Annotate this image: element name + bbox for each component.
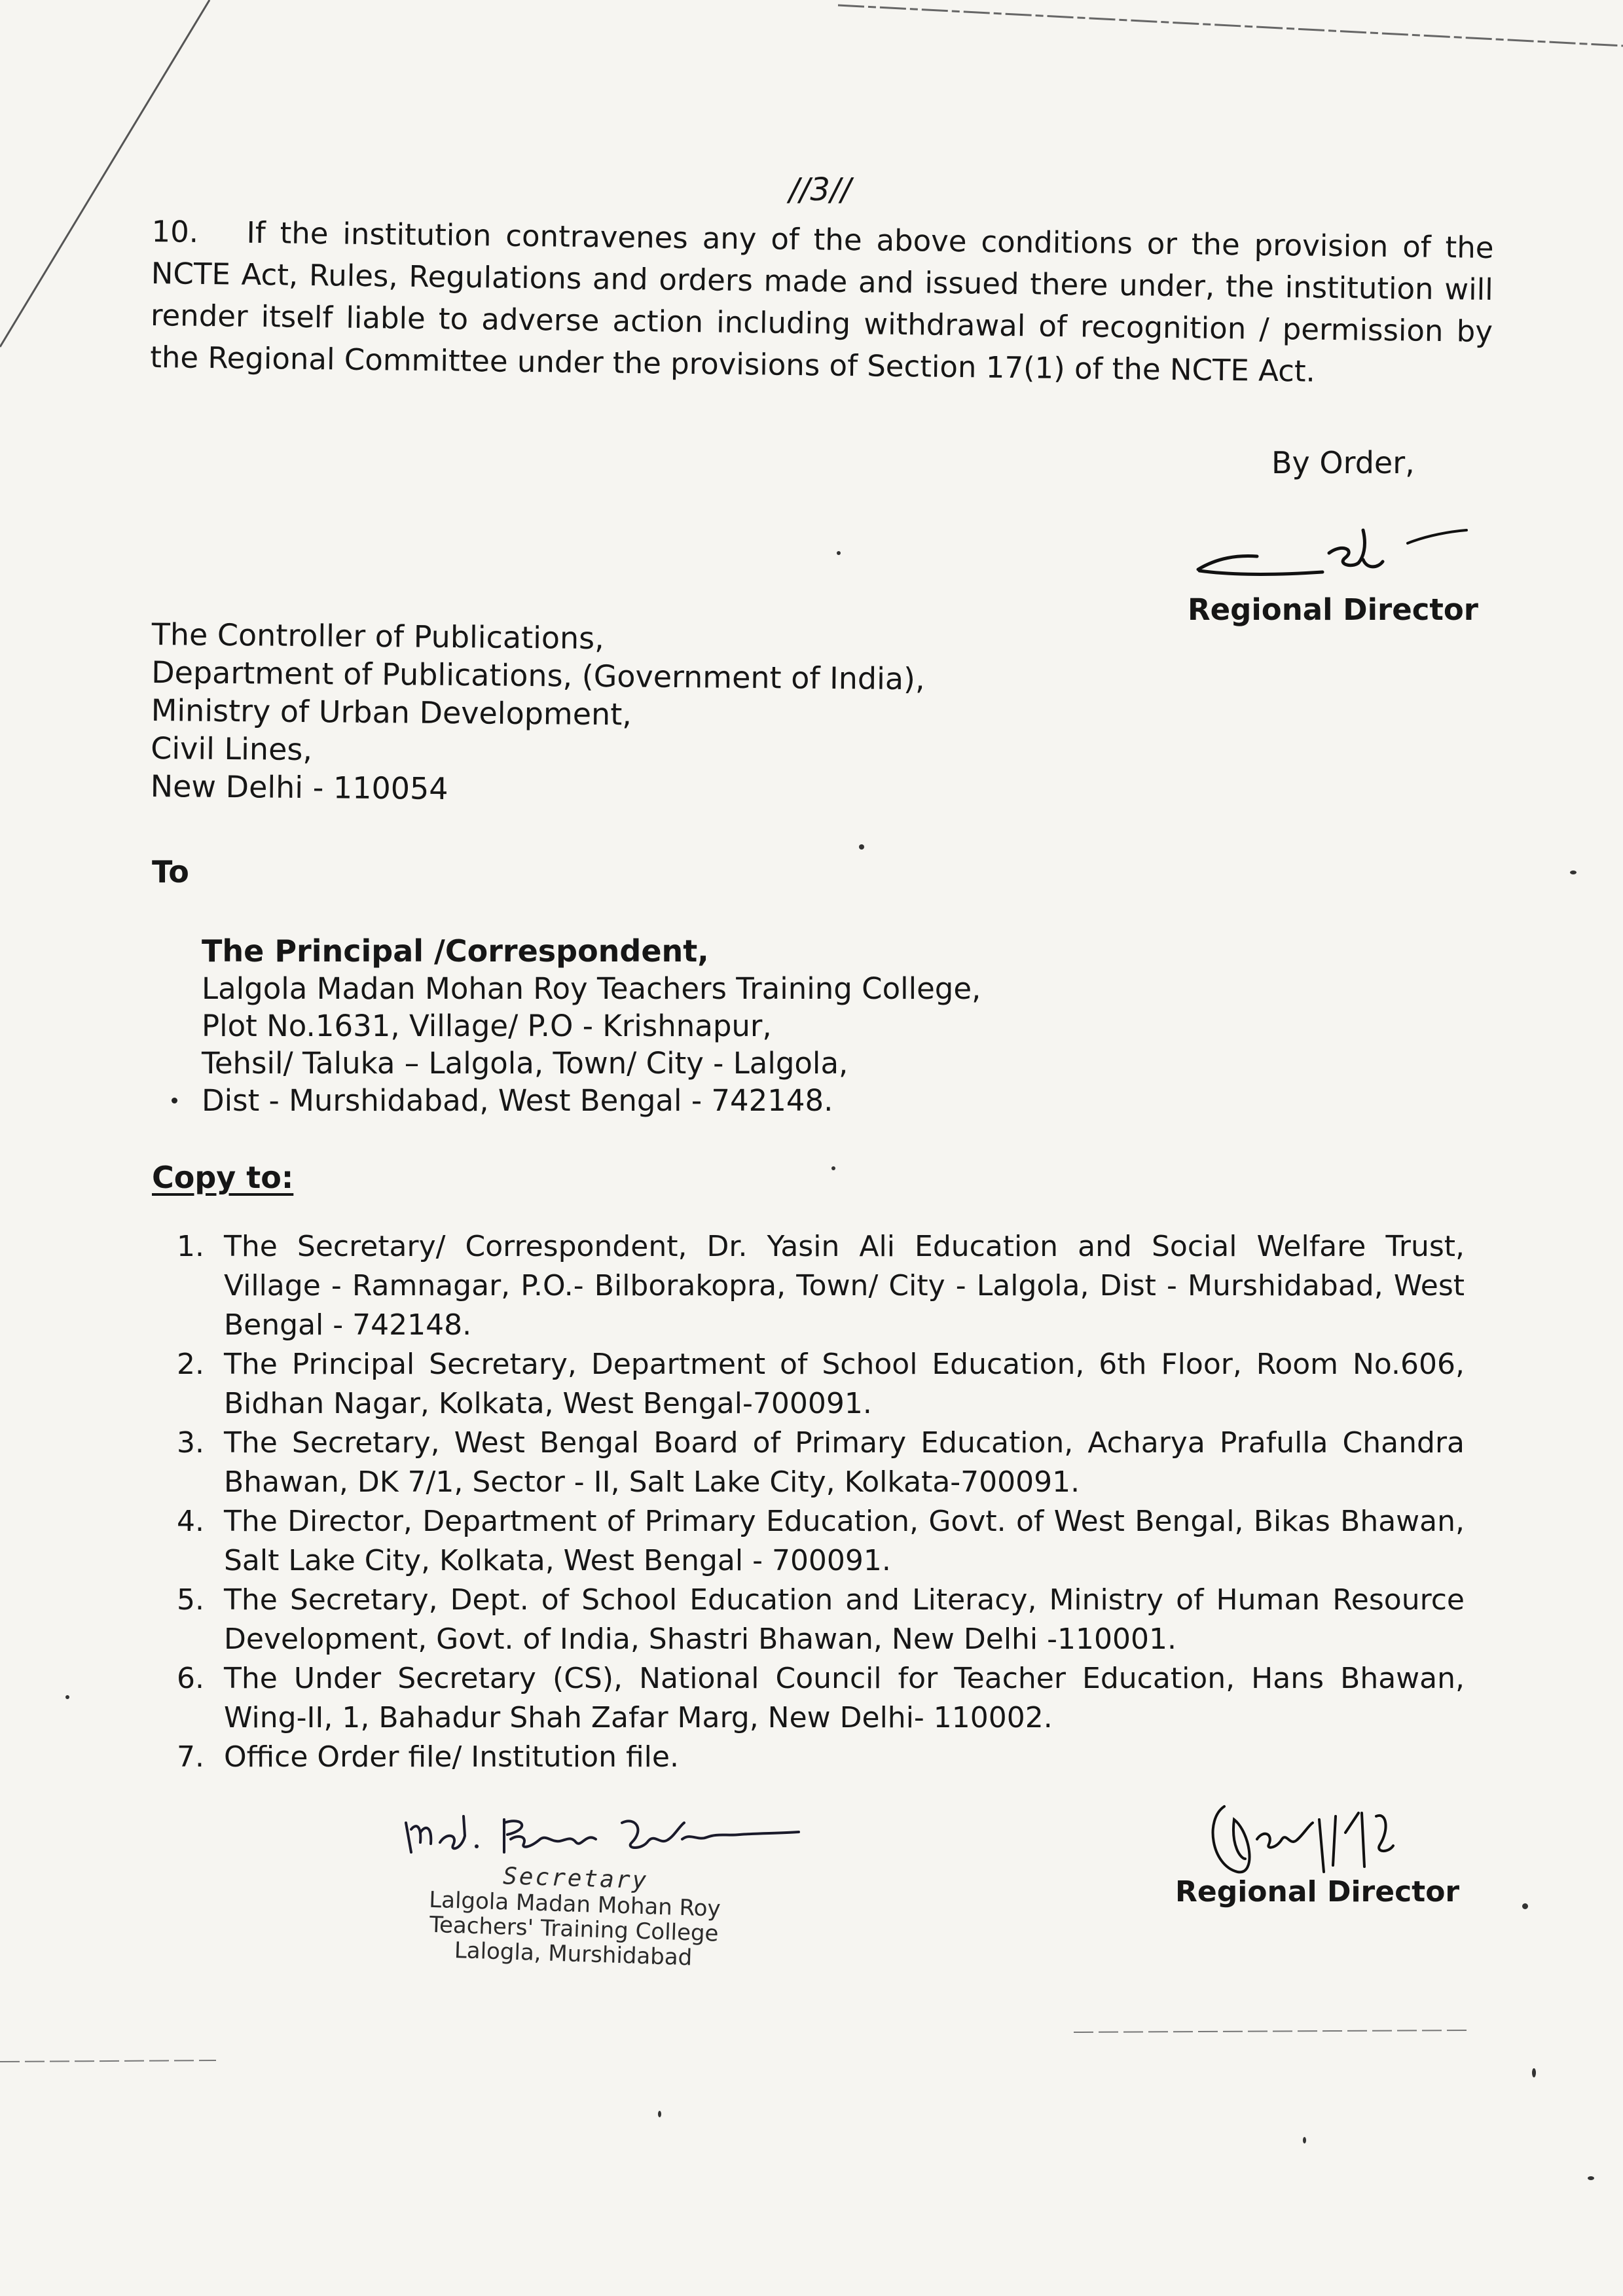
recipient-line: Lalgola Madan Mohan Roy Teachers Training College, — [202, 971, 981, 1006]
copy-item — [172, 1659, 1465, 1738]
recipient-title: The Principal /Correspondent, — [202, 933, 709, 969]
stamp-title: Secretary — [502, 1863, 649, 1895]
copy-item — [172, 1581, 1465, 1659]
copy-to-heading: Copy to: — [152, 1160, 294, 1195]
recipient-line: Plot No.1631, Village/ P.O - Krishnapur, — [202, 1009, 772, 1043]
copy-item-text: Office Order file/ Institution file. — [224, 1740, 679, 1774]
copy-item-number: 2. — [177, 1348, 204, 1381]
clause-10 — [150, 211, 1494, 395]
copy-item-number: 3. — [177, 1426, 204, 1460]
by-order-label: By Order, — [1271, 445, 1415, 480]
recipient-address — [202, 933, 1118, 1119]
stamp-line: Lalgola Madan Mohan Roy — [428, 1886, 721, 1922]
copy-item-number: 6. — [177, 1662, 204, 1695]
scan-speck — [831, 1166, 835, 1170]
scan-speck — [1532, 2068, 1536, 2077]
scan-speck — [859, 844, 864, 850]
copy-item-number: 5. — [177, 1583, 204, 1617]
clause-number: 10. — [151, 213, 199, 249]
copy-item-text: The Secretary, Dept. of School Education and Literacy, Ministry of Human Resource Development, Govt. of India, Shastri Bhawan, New Delhi -110001. — [224, 1583, 1465, 1656]
secretary-signature — [399, 1803, 805, 1869]
copy-item — [172, 1227, 1465, 1345]
scan-speck — [658, 2111, 661, 2117]
regional-director-signature — [1205, 1793, 1427, 1885]
clause-text: If the institution contravenes any of the above conditions or the provision of the NCTE Act, Rules, Regulations and orders made and issued there under, the institution will render itself liable to adverse action including withdrawal of recognition / permission by the Regional Committee under the provisions of Section 17(1) of the NCTE Act. — [149, 215, 1494, 389]
copy-item-number: 1. — [177, 1230, 204, 1263]
copy-item-text: The Secretary/ Correspondent, Dr. Yasin Ali Education and Social Welfare Trust, Village - Ramnagar, P.O.- Bilborakopra, Town/ City - Lalgola, Dist - Murshidabad, West Bengal - 742148. — [224, 1230, 1465, 1342]
copy-item-number: 4. — [177, 1505, 204, 1538]
controller-line: New Delhi - 110054 — [150, 768, 448, 806]
controller-address — [150, 615, 1002, 812]
regional-director-label: Regional Director — [1188, 592, 1479, 627]
scan-speck — [837, 551, 841, 555]
scan-speck — [1522, 1903, 1528, 1909]
controller-line: Civil Lines, — [150, 730, 313, 768]
secretary-stamp — [370, 1859, 779, 1973]
copy-item-text: The Secretary, West Bengal Board of Primary Education, Acharya Prafulla Chandra Bhawan, DK 7/1, Sector - II, Salt Lake City, Kolkata-700091. — [224, 1426, 1465, 1499]
copy-item — [172, 1345, 1465, 1424]
bullet-dot — [172, 1098, 177, 1103]
copy-item-number: 7. — [177, 1740, 204, 1774]
recipient-line: Dist - Murshidabad, West Bengal - 742148. — [202, 1083, 833, 1118]
stamp-line: Teachers' Training College — [429, 1911, 720, 1947]
scan-speck — [1588, 2176, 1594, 2180]
copy-item-text: The Principal Secretary, Department of School Education, 6th Floor, Room No.606, Bidhan Nagar, Kolkata, West Bengal-700091. — [224, 1348, 1465, 1420]
recipient-line: Tehsil/ Taluka – Lalgola, Town/ City - Lalgola, — [202, 1046, 848, 1081]
controller-line: Ministry of Urban Development, — [151, 692, 632, 732]
copy-item — [172, 1738, 1465, 1777]
copy-item-text: The Under Secretary (CS), National Council for Teacher Education, Hans Bhawan, Wing-II, 1, Bahadur Shah Zafar Marg, New Delhi- 110002. — [224, 1662, 1465, 1734]
copy-to-list — [172, 1227, 1465, 1777]
scan-speck — [1570, 870, 1577, 874]
sd-signature — [1192, 517, 1473, 589]
to-label: To — [152, 854, 189, 889]
copy-item-text: The Director, Department of Primary Education, Govt. of West Bengal, Bikas Bhawan, Salt Lake City, Kolkata, West Bengal - 700091. — [224, 1505, 1465, 1577]
scan-speck — [1303, 2137, 1306, 2144]
controller-line: Department of Publications, (Government of India), — [151, 654, 925, 697]
regional-director-bottom-label: Regional Director — [1175, 1875, 1460, 1909]
copy-item — [172, 1502, 1465, 1581]
copy-item — [172, 1424, 1465, 1502]
scan-speck — [65, 1695, 69, 1699]
stamp-line: Lalogla, Murshidabad — [454, 1937, 693, 1971]
controller-line: The Controller of Publications, — [151, 616, 605, 656]
page-marker: //3// — [789, 171, 852, 208]
